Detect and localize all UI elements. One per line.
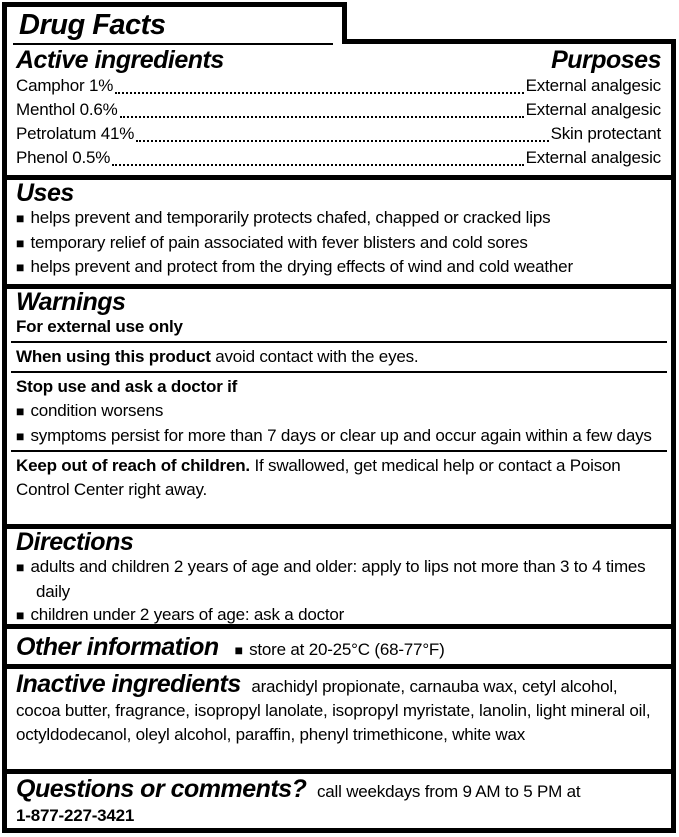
purposes-heading: Purposes <box>551 46 661 74</box>
ingredient-purpose: External analgesic <box>525 100 661 119</box>
active-ingredients-header-row <box>16 47 661 74</box>
bullet-square-icon: ■ <box>16 607 25 623</box>
stop-use-bullet-item <box>16 399 661 424</box>
active-ingredient-row <box>16 146 661 170</box>
dotted-leader <box>136 140 548 142</box>
bullet-square-icon: ■ <box>16 259 25 275</box>
bullet-square-icon: ■ <box>16 403 25 419</box>
stop-use-bullet-text: condition worsens <box>30 401 164 420</box>
thin-rule <box>11 341 667 343</box>
section-uses <box>7 175 671 284</box>
keep-out-of-reach-line <box>16 454 661 502</box>
phone-number: 1-877-227-3421 <box>16 806 135 825</box>
dotted-leader <box>120 116 524 118</box>
store-temperature-text: store at 20-25°C (68-77°F) <box>249 640 445 659</box>
section-directions <box>7 524 671 624</box>
keep-out-rest: If swallowed, get medical help or contact a Poison Control Center right away. <box>16 456 621 499</box>
ingredient-purpose: External analgesic <box>525 148 661 167</box>
directions-bullet-text: children under 2 years of age: ask a doctor <box>30 605 345 624</box>
store-temperature-item <box>235 636 445 664</box>
ingredient-name: Camphor 1% <box>16 76 114 95</box>
uses-bullet-item <box>16 255 661 280</box>
label-border-right <box>671 39 676 833</box>
keep-out-bold: Keep out of reach of children. <box>16 456 250 475</box>
warnings-heading: Warnings <box>16 288 126 316</box>
when-using-bold: When using this product <box>16 347 211 366</box>
inactive-ingredients-heading: Inactive ingredients <box>16 670 241 698</box>
uses-bullet-item <box>16 231 661 256</box>
section-warnings <box>7 284 671 524</box>
section-inactive-ingredients <box>7 664 671 769</box>
uses-bullet-item <box>16 206 661 231</box>
questions-heading: Questions or comments? <box>16 775 307 803</box>
bullet-square-icon: ■ <box>16 559 25 575</box>
bullet-square-icon: ■ <box>16 427 25 444</box>
section-active-ingredients <box>7 10 671 175</box>
active-ingredients-heading: Active ingredients <box>16 46 224 74</box>
ingredient-name: Menthol 0.6% <box>16 100 118 119</box>
stop-use-heading: Stop use and ask a doctor if <box>16 377 238 396</box>
section-other-information <box>7 624 671 664</box>
uses-bullet-text: helps prevent and protect from the drying effects of wind and cold weather <box>30 257 573 276</box>
thin-rule <box>11 450 667 452</box>
stop-use-bullet-item <box>16 424 661 449</box>
inactive-ingredients-paragraph <box>16 672 661 747</box>
when-using-line <box>16 345 661 369</box>
uses-heading: Uses <box>16 179 74 207</box>
bullet-square-icon: ■ <box>16 210 25 226</box>
thin-rule <box>11 371 667 373</box>
directions-bullet-text: adults and children 2 years of age and older: apply to lips not more than 3 to 4 times daily <box>30 557 646 601</box>
bullet-square-icon: ■ <box>234 642 244 658</box>
when-using-rest: avoid contact with the eyes. <box>215 347 419 366</box>
drug-facts-title: Drug Facts <box>19 9 166 41</box>
ingredient-purpose: Skin protectant <box>550 124 661 143</box>
stop-use-bullet-text: symptoms persist for more than 7 days or clear up and occur again within a few days <box>30 425 652 445</box>
uses-bullet-text: helps prevent and temporarily protects chafed, chapped or cracked lips <box>30 208 551 227</box>
external-use-only-line: For external use only <box>16 317 183 336</box>
label-content <box>7 7 671 831</box>
dotted-leader <box>115 92 523 94</box>
title-underline <box>13 43 333 45</box>
inactive-ingredients-list: arachidyl propionate, carnauba wax, cetyl alcohol, cocoa butter, fragrance, isopropyl lanolate, isopropyl myristate, lanolin, light mineral oil, octyldodecanol, oleyl alcohol, paraffin, phenyl trimethicone, white wax <box>16 677 651 744</box>
ingredient-name: Phenol 0.5% <box>16 148 111 167</box>
directions-heading: Directions <box>16 528 134 556</box>
section-questions <box>7 769 671 831</box>
active-ingredient-row <box>16 98 661 122</box>
active-ingredient-row <box>16 122 661 146</box>
ingredient-name: Petrolatum 41% <box>16 124 135 143</box>
dotted-leader <box>112 164 523 166</box>
bullet-square-icon: ■ <box>16 234 25 251</box>
questions-paragraph <box>16 777 661 804</box>
ingredient-purpose: External analgesic <box>525 76 661 95</box>
uses-bullet-text: temporary relief of pain associated with fever blisters and cold sores <box>30 232 528 252</box>
directions-bullet-item <box>16 555 661 603</box>
other-information-heading: Other information <box>16 633 219 661</box>
active-ingredient-row <box>16 74 661 98</box>
questions-text: call weekdays from 9 AM to 5 PM at <box>316 782 581 801</box>
